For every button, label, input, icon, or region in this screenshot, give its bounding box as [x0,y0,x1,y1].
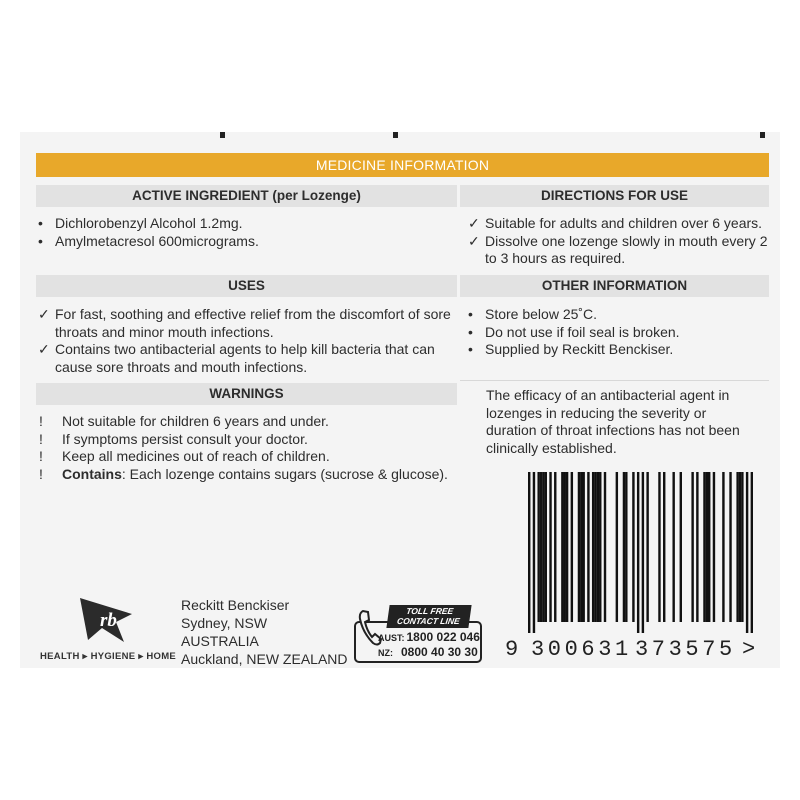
barcode-bar [540,472,542,622]
list-item: ! If symptoms persist consult your doctor. [36,431,457,449]
barcode-bar [554,472,556,622]
barcode-bar [582,472,584,622]
barcode-bar [680,472,682,622]
bullet-icon [38,233,52,251]
exclamation-icon [39,448,53,466]
list-item [36,466,457,484]
barcode-bar [566,472,568,622]
directions-heading: DIRECTIONS FOR USE [460,185,769,207]
logo-tagline: HEALTH ▸ HYGIENE ▸ HOME [40,651,177,662]
list-item: • Supplied by Reckitt Benckiser. [468,341,768,359]
active-ingredient-heading: ACTIVE INGREDIENT (per Lozenge) [36,185,457,207]
logo-text: rb [100,610,117,631]
exclamation-icon [39,466,53,484]
barcode-bar [597,472,599,622]
barcode-bar [632,472,634,622]
barcode-bar [706,472,708,622]
list-item: • Amylmetacresol 600micrograms. [38,233,453,251]
other-information-list [468,306,768,359]
barcode-bar [637,472,639,633]
address-line: Auckland, NEW ZEALAND [181,651,348,667]
warnings-list [36,413,457,483]
contains-label: Contains [62,465,122,482]
crop-mark [760,132,765,138]
barcode-bar [703,472,705,622]
crop-mark [393,132,398,138]
toll-free-nz: NZ: 0800 40 30 30 [378,645,478,659]
barcode-number [505,637,770,665]
barcode-bar [746,472,748,633]
check-icon [468,215,482,233]
directions-list [468,215,768,268]
barcode-bar [696,472,698,622]
list-item: ! Keep all medicines out of reach of children. [36,448,457,466]
contains-text: : Each lozenge contains sugars (sucrose & glucose). [121,465,448,482]
bullet-icon [468,341,482,359]
barcode-bar [722,472,724,622]
address-line: Sydney, NSW [181,615,268,631]
list-item: ✓ Dissolve one lozenge slowly in mouth every 2 to 3 hours as required. [468,233,768,268]
bullet-icon [468,306,482,324]
barcode-bar [542,472,544,622]
other-information-heading: OTHER INFORMATION [460,275,769,297]
exclamation-icon [39,413,53,431]
barcode-bar [736,472,738,622]
barcode-bar [571,472,573,622]
barcode-bar [713,472,715,622]
barcode-bar [592,472,594,622]
check-icon [38,306,52,324]
toll-free-badge: TOLL FREE CONTACT LINE [386,605,471,628]
barcode-first-digit: 9 [505,637,519,662]
barcode-bar [561,472,563,622]
barcode-bar [594,472,596,622]
barcode-bar [658,472,660,622]
list-item: ✓ Contains two antibacterial agents to help kill bacteria that can cause sore throats and mouth infections. [38,341,453,376]
barcode-right-group: 373575 [635,637,736,662]
barcode-bar [672,472,674,622]
list-item: • Dichlorobenzyl Alcohol 1.2mg. [38,215,453,233]
list-item: • Store below 25˚C. [468,306,768,324]
crop-mark [220,132,225,138]
barcode-bar [729,472,731,622]
toll-free-contact [352,603,482,663]
barcode-bar [616,472,618,622]
barcode-bar [587,472,589,622]
check-icon [38,341,52,359]
barcode-bar [537,472,539,622]
address-line: Reckitt Benckiser [181,597,290,613]
barcode-bar [625,472,627,622]
barcode-bar [564,472,566,622]
barcode-bar [578,472,580,622]
barcode-bar [599,472,601,622]
barcode-bar [741,472,743,622]
barcode-bar [663,472,665,622]
toll-free-aust: AUST: 1800 022 046 [378,630,480,644]
barcode-bar [604,472,606,622]
check-icon [468,233,482,251]
bullet-icon [38,215,52,233]
barcode [528,472,753,633]
uses-heading: USES [36,275,457,297]
barcode-end-mark: > [742,637,756,662]
barcode-left-group: 300631 [531,637,632,662]
barcode-bar [549,472,551,622]
efficacy-note: The efficacy of an antibacterial agent in lozenges in reducing the severity or duration of throat infections has not been clinically established. [486,387,740,456]
barcode-bar [528,472,530,633]
active-ingredient-list [38,215,453,250]
barcode-bar [580,472,582,622]
list-item: • Do not use if foil seal is broken. [468,324,768,342]
bullet-icon [468,324,482,342]
barcode-bar [708,472,710,622]
barcode-bar [751,472,753,633]
barcode-bar [642,472,644,633]
barcode-bar [646,472,648,622]
barcode-bar [623,472,625,622]
medicine-information-banner: MEDICINE INFORMATION [36,153,769,177]
exclamation-icon [39,431,53,449]
uses-list [38,306,453,376]
barcode-bar [533,472,535,633]
warnings-heading: WARNINGS [36,383,457,405]
section-divider [460,380,769,381]
list-item: ✓ Suitable for adults and children over 6 years. [468,215,768,233]
address-line: AUSTRALIA [181,633,259,649]
manufacturer-address [181,596,348,668]
barcode-bar [691,472,693,622]
list-item: ✓ For fast, soothing and effective relief from the discomfort of sore throats and minor mouth infections. [38,306,453,341]
list-item: ! Not suitable for children 6 years and under. [36,413,457,431]
barcode-bar [739,472,741,622]
barcode-bar [545,472,547,622]
rb-logo [78,594,134,644]
